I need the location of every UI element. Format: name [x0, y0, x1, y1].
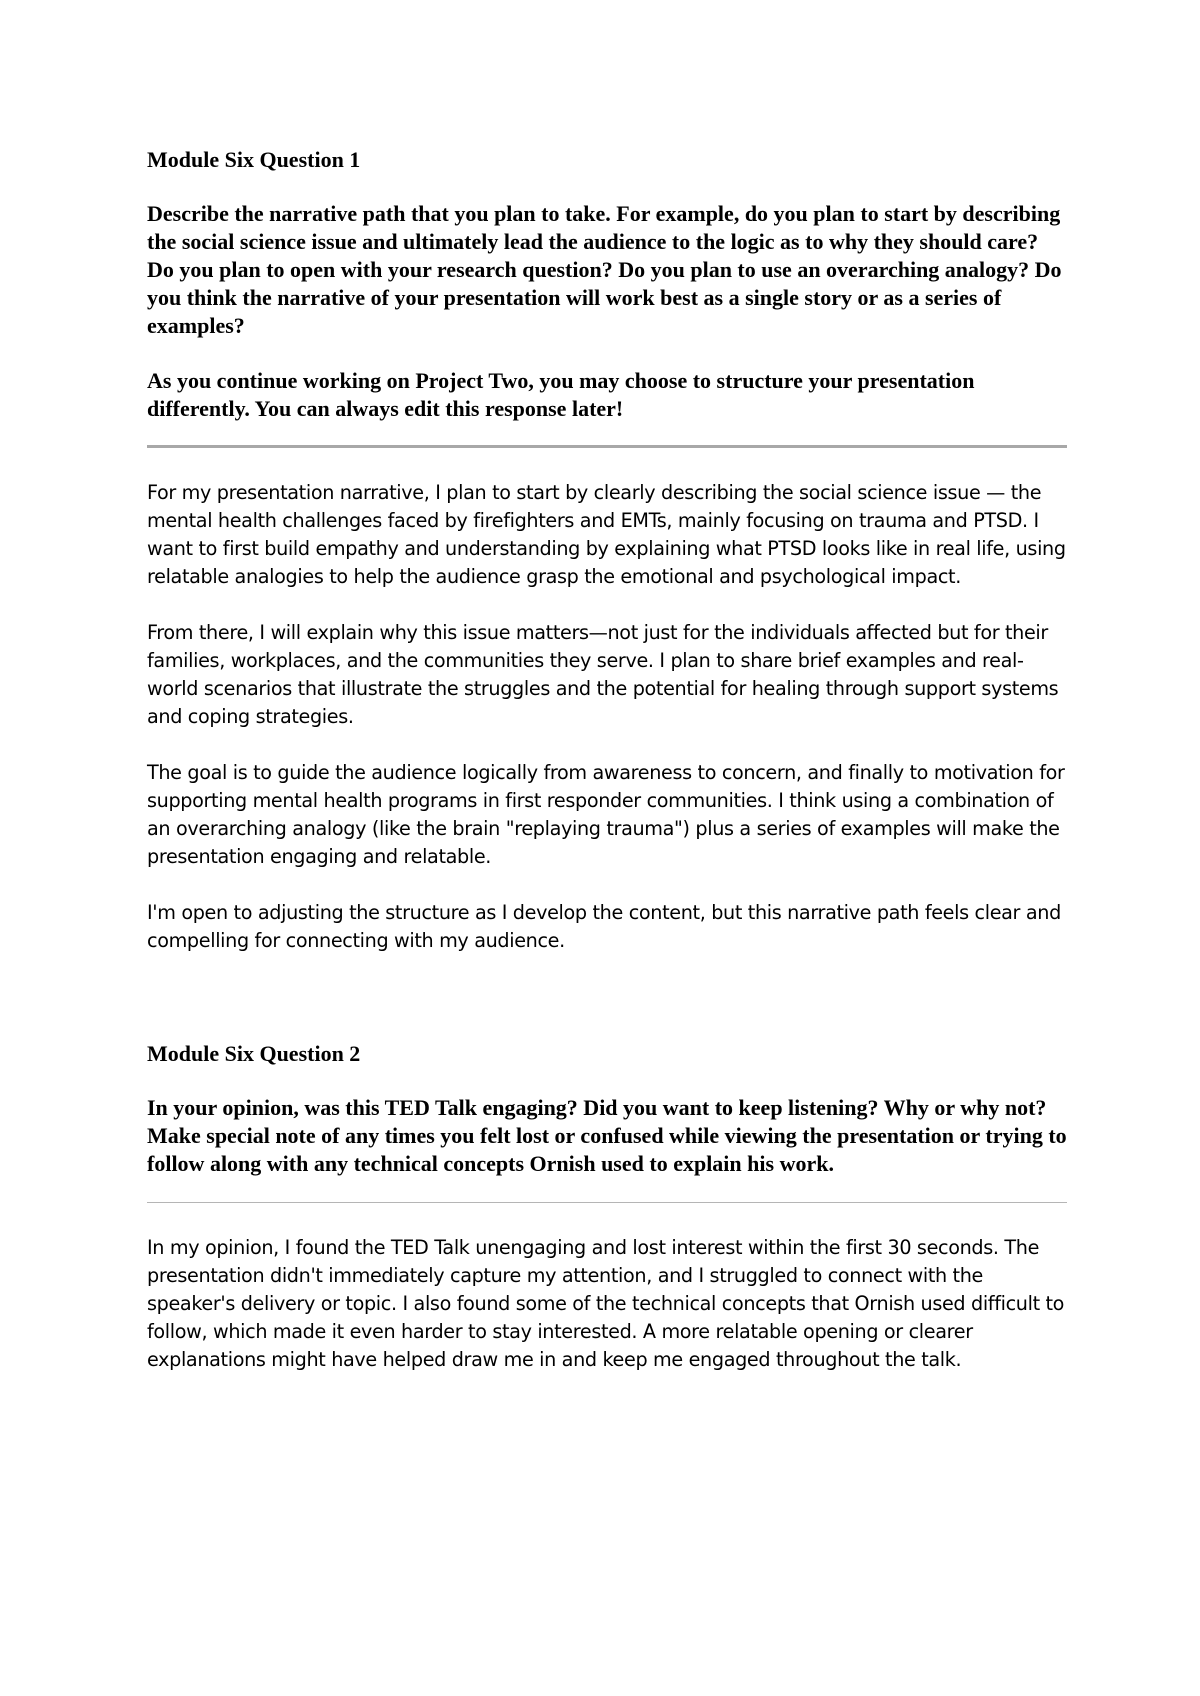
section-spacer — [147, 955, 1067, 1040]
question-2-prompt: In your opinion, was this TED Talk engaging? Did you want to keep listening? Why or why not? Make special note of any times you felt lost or confused while viewing the presentation or trying to follow along with any technical concepts Ornish used to explain his work. — [147, 1095, 1067, 1176]
answer-2-paragraph: In my opinion, I found the TED Talk unengaging and lost interest within the first 30 seconds. The presentation didn't immediately capture my attention, and I struggled to connect with the speaker's delivery or topic. I also found some of the technical concepts that Ornish used difficult to follow, which made it even harder to stay interested. A more relatable opening or clearer explanations might have helped draw me in and keep me engaged throughout the talk. — [147, 1236, 1065, 1371]
question-1-note: As you continue working on Project Two, you may choose to structure your presentation differently. You can always edit this response later! — [147, 368, 975, 421]
document-page — [147, 146, 1067, 1402]
question-1-title: Module Six Question 1 — [147, 147, 361, 172]
question-2-divider — [147, 1202, 1067, 1203]
answer-1-paragraph-3: The goal is to guide the audience logically from awareness to concern, and finally to motivation for supporting mental health programs in first responder communities. I think using a combination of an overarching analogy (like the brain "replaying trauma") plus a series of examples will make the presentation engaging and relatable. — [147, 761, 1065, 868]
question-1-prompt: Describe the narrative path that you plan to take. For example, do you plan to start by describing the social science issue and ultimately lead the audience to the logic as to why they should care? Do you plan to open with your research question? Do you plan to use an overarching analogy? Do you think the narrative of your presentation will work best as a single story or as a series of examples? — [147, 201, 1062, 338]
answer-1-paragraph-4: I'm open to adjusting the structure as I develop the content, but this narrative path feels clear and compelling for connecting with my audience. — [147, 901, 1061, 952]
question-1-section — [147, 146, 1067, 955]
question-1-divider — [147, 445, 1067, 448]
answer-1-paragraph-1: For my presentation narrative, I plan to start by clearly describing the social science issue — the mental health challenges faced by firefighters and EMTs, mainly focusing on trauma and PTSD. I want to first build empathy and understanding by explaining what PTSD looks like in real life, using relatable analogies to help the audience grasp the emotional and psychological impact. — [147, 481, 1066, 588]
question-2-section — [147, 1040, 1067, 1374]
answer-1-paragraph-2: From there, I will explain why this issue matters—not just for the individuals affected but for their families, workplaces, and the communities they serve. I plan to share brief examples and real-world scenarios that illustrate the struggles and the potential for healing through support systems and coping strategies. — [147, 621, 1059, 728]
question-2-title: Module Six Question 2 — [147, 1041, 361, 1066]
